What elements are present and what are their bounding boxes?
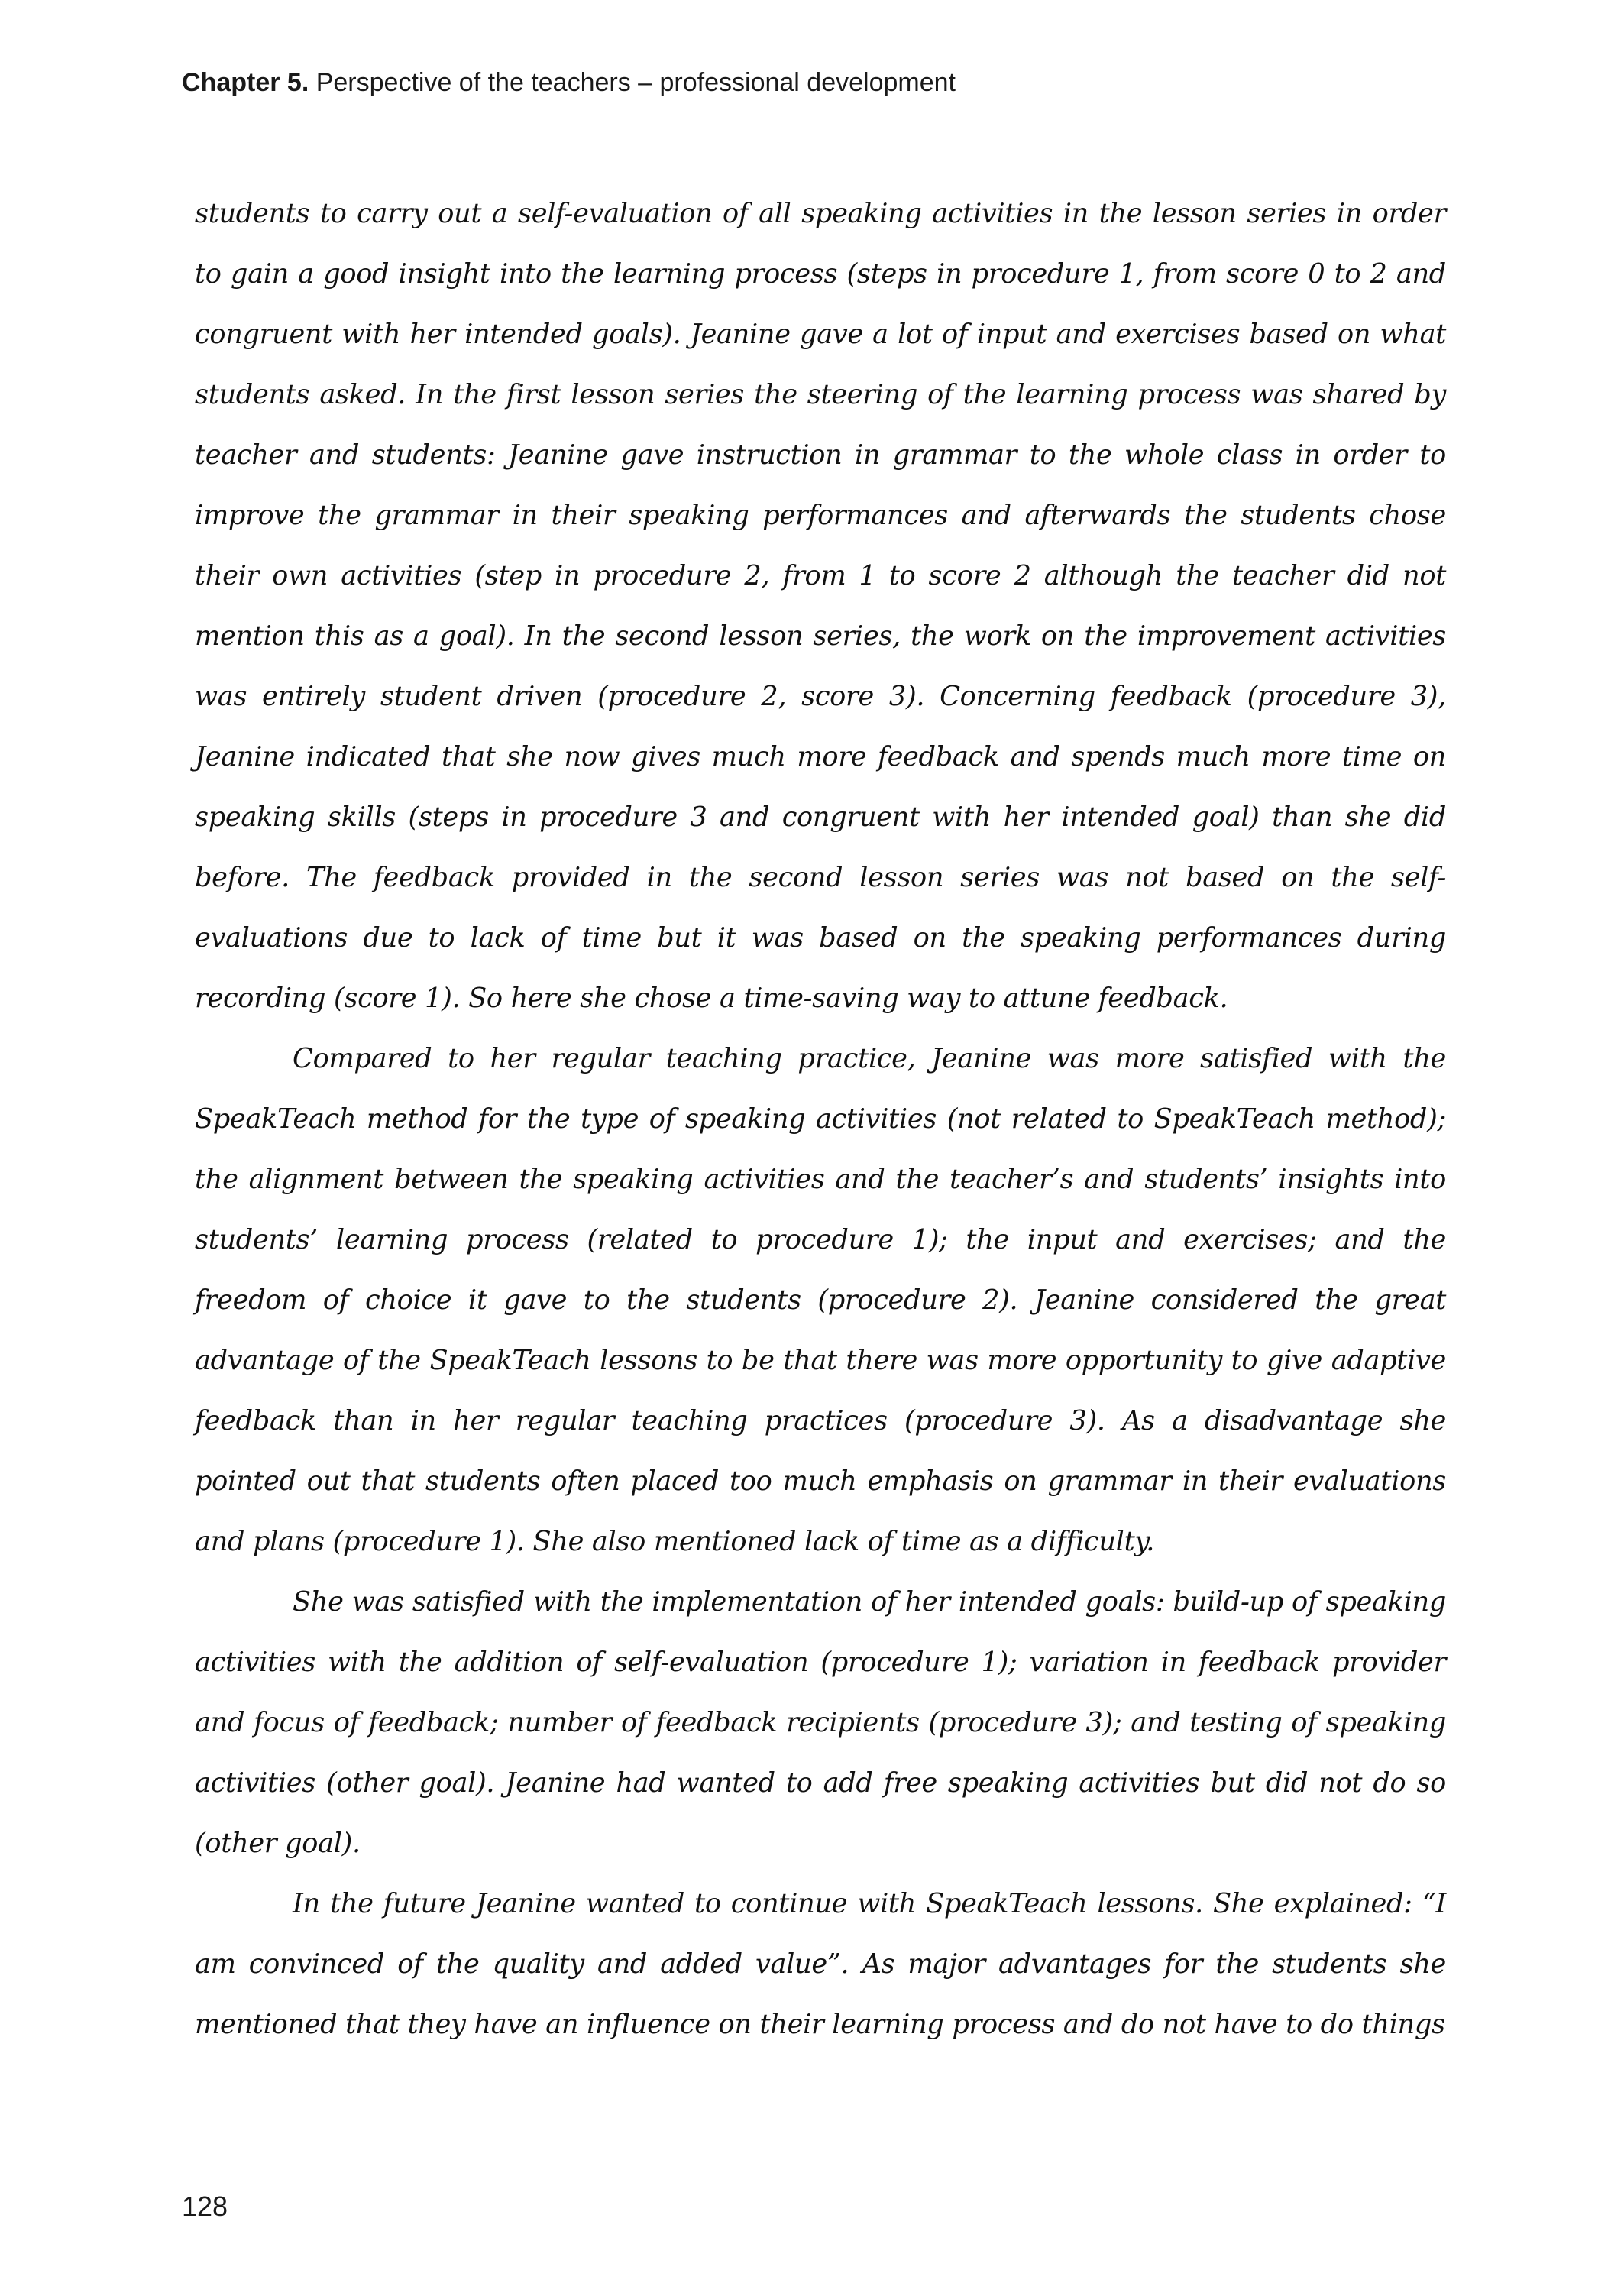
running-header <box>182 66 956 99</box>
paragraph: In the future Jeanine wanted to continue with SpeakTeach lessons. She explained: “I am convinced of the quality and added value”. As major advantages for the students she mentioned that they have an influence on their learning process and do not have to do things <box>195 1888 1446 2040</box>
chapter-title: Perspective of the teachers – professional development <box>315 68 956 97</box>
page-number: 128 <box>182 2191 228 2222</box>
body-text <box>195 183 1446 2055</box>
paragraph: She was satisfied with the implementation of her intended goals: build-up of speaking activities with the addition of self-evaluation (procedure 1); variation in feedback provider and focus of feedback; number of feedback recipients (procedure 3); and testing of speaking activities (other goal). Jeanine had wanted to add free speaking activities but did not do so (other goal). <box>195 1586 1446 1859</box>
chapter-label: Chapter 5. <box>182 68 309 97</box>
paragraph-continued: students to carry out a self-evaluation of all speaking activities in the lesson series in order to gain a good insight into the learning process (steps in procedure 1, from score 0 to 2 and congruent with her intended goals). Jeanine gave a lot of input and exercises based on what students asked. In the first lesson series the steering of the learning process was shared by teacher and students: Jeanine gave instruction in grammar to the whole class in order to improve the grammar in their speaking performances and afterwards the students chose their own activities (step in procedure 2, from 1 to score 2 although the teacher did not mention this as a goal). In the second lesson series, the work on the improvement activities was entirely student driven (procedure 2, score 3). Concerning feedback (procedure 3), Jeanine indicated that she now gives much more feedback and spends much more time on speaking skills (steps in procedure 3 and congruent with her intended goal) than she did before. The feedback provided in the second lesson series was not based on the self-evaluations due to lack of time but it was based on the speaking performances during recording (score 1). So here she chose a time-saving way to attune feedback. <box>195 198 1446 1014</box>
paragraph: Compared to her regular teaching practice, Jeanine was more satisfied with the SpeakTeach method for the type of speaking activities (not related to SpeakTeach method); the alignment between the speaking activities and the teacher’s and students’ insights into students’ learning process (related to procedure 1); the input and exercises; and the freedom of choice it gave to the students (procedure 2). Jeanine considered the great advantage of the SpeakTeach lessons to be that there was more opportunity to give adaptive feedback than in her regular teaching practices (procedure 3). As a disadvantage she pointed out that students often placed too much emphasis on grammar in their evaluations and plans (procedure 1). She also mentioned lack of time as a difficulty. <box>195 1043 1446 1557</box>
